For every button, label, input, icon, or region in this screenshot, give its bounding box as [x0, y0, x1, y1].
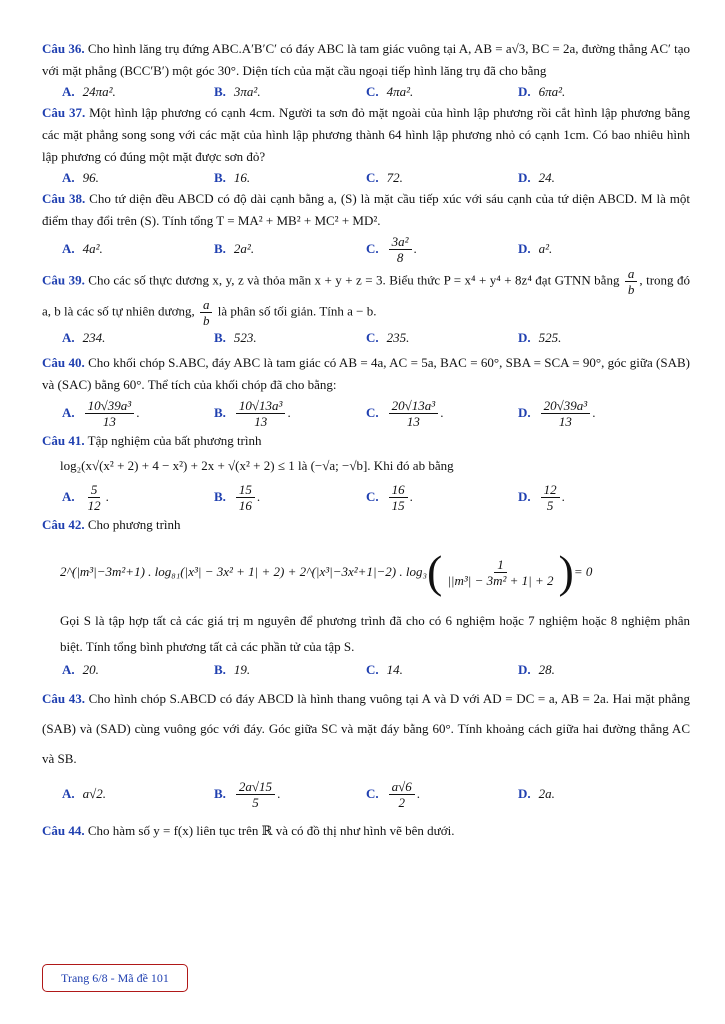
question-text: Cho hình lăng trụ đứng ABC.A′B′C′ có đáy ABC là tam giác vuông tại A, AB = a√3, BC = 2a, đường thẳng AC′ tạo với mặt phẳng (BCC′B′) một góc 30°. Diện tích của mặt cầu ngoại tiếp hình lăng trụ đã cho bằng [42, 41, 691, 78]
option-label: B. [214, 662, 226, 677]
option-value: 24. [538, 170, 555, 185]
question-38 [42, 188, 690, 232]
fraction-a-over-b: $\frac{a}{b}$ [625, 266, 638, 297]
option-label: D. [518, 84, 531, 99]
option-label: D. [518, 489, 531, 504]
exam-page [42, 38, 690, 842]
question-number: Câu 40. [42, 355, 85, 370]
option-d [498, 241, 650, 257]
option-d [498, 170, 650, 186]
option-c: C. $\frac{\text{20√13a³}}{13}$ . [366, 397, 444, 429]
option-value: a². [538, 241, 553, 256]
option-label: D. [518, 405, 531, 420]
option-value: 2a. [538, 786, 555, 801]
option-fraction: $\frac{\text{20√13a³}}{13}$ [389, 398, 439, 429]
page-footer: Trang 6/8 - Mã đề 101 [42, 964, 188, 992]
option-label: B. [214, 170, 226, 185]
option-fraction: $\frac{\text{20√39a³}}{13}$ [541, 398, 591, 429]
option-value: 523. [233, 330, 257, 345]
question-43 [42, 684, 690, 774]
option-label: D. [518, 330, 531, 345]
option-value: 525. [538, 330, 562, 345]
option-c [346, 170, 498, 186]
option-label: D. [518, 786, 531, 801]
question-number: Câu 43. [42, 691, 86, 706]
question-text: Cho tứ diện đều ABCD có độ dài cạnh bằng a, (S) là mặt cầu tiếp xúc với sáu cạnh của tứ diện ABCD. M là một điểm thay đổi trên (S). Tính tổng T = MA² + MB² + MC² + MD². [42, 191, 690, 228]
option-label: C. [366, 662, 379, 677]
option-a [42, 84, 194, 100]
option-d: D. $\frac{12}{5}$ . [518, 481, 565, 513]
options-row [42, 328, 690, 348]
question-number: Câu 41. [42, 433, 85, 448]
option-value: 2a². [233, 241, 255, 256]
option-b: B. $\frac{15}{16}$ . [214, 481, 261, 513]
option-a [42, 170, 194, 186]
equation: 2^(|m³|−3m²+1) . log₈₁(|x³| − 3x² + 1| + 2) + 2^(|x³|−3x²+1|−2) . log₃ ( $\frac{1}{\text{||m³| − 3m² + 1| + 2}}$ ) = 0 [60, 546, 593, 597]
option-b [194, 84, 346, 100]
options-row [42, 480, 690, 514]
question-number: Câu 38. [42, 191, 86, 206]
option-fraction: $\frac{5}{12}$ [87, 481, 101, 513]
question-44 [42, 820, 690, 842]
option-value: 14. [386, 662, 403, 677]
question-number: Câu 42. [42, 517, 85, 532]
option-label: A. [62, 786, 75, 801]
option-c [346, 84, 498, 100]
option-label: C. [366, 170, 379, 185]
question-number: Câu 36. [42, 41, 85, 56]
option-fraction: $\frac{12}{5}$ [541, 482, 560, 513]
question-text: Cho khối chóp S.ABC, đáy ABC là tam giác có AB = 4a, AC = 5a, BAC = 60°, SBA = SCA = 90°, góc giữa (SAB) và (SAC) bằng 60°. Thể tích của khối chóp đã cho bằng: [42, 355, 691, 392]
option-d [498, 330, 650, 346]
option-value: 20. [82, 662, 99, 677]
option-value: 6πa². [538, 84, 566, 99]
option-d [498, 786, 650, 802]
option-label: B. [214, 330, 226, 345]
question-text: Tập nghiệm của bất phương trình [87, 433, 262, 448]
option-value: 4a². [82, 241, 103, 256]
equation-fraction: $\frac{1}{\text{||m³| − 3m² + 1| + 2}}$ [447, 556, 554, 588]
option-fraction: $\frac{16}{15}$ [389, 482, 408, 513]
option-b: B. $\frac{\text{10√13a³}}{13}$ . [214, 397, 291, 429]
option-label: B. [214, 405, 226, 420]
option-label: A. [62, 170, 75, 185]
option-label: B. [214, 489, 226, 504]
question-text: Cho hình chóp S.ABCD có đáy ABCD là hình thang vuông tại A và D với AD = DC = a, AB = 2a. Hai mặt phẳng (SAB) và (SAD) cùng vuông góc với đáy. Góc giữa SC và mặt đáy bằng 60°. Tính khoảng cách giữa hai đường thẳng AC và SB. [42, 691, 691, 766]
option-label: A. [62, 84, 75, 99]
option-value: 24πa². [82, 84, 116, 99]
options-row [42, 232, 690, 266]
question-text: Cho hàm số y = f(x) liên tục trên ℝ và có đồ thị như hình vẽ bên dưới. [87, 823, 455, 838]
option-label: D. [518, 170, 531, 185]
option-fraction: $\frac{\text{10√13a³}}{13}$ [236, 398, 286, 429]
option-value: 4πa². [386, 84, 414, 99]
option-c [346, 330, 498, 346]
option-fraction: $\frac{15}{16}$ [236, 482, 255, 513]
option-label: B. [214, 84, 226, 99]
option-label: A. [62, 241, 75, 256]
option-a [42, 662, 194, 678]
options-row [42, 660, 690, 680]
options-row [42, 396, 690, 430]
option-a [42, 786, 194, 802]
option-label: A. [62, 662, 75, 677]
option-value: 16. [233, 170, 251, 185]
option-value: a√2. [82, 786, 107, 801]
option-label: C. [366, 786, 379, 801]
option-value: 28. [538, 662, 555, 677]
option-fraction: $\frac{\text{3a²}}{8}$ [389, 234, 412, 265]
option-label: D. [518, 241, 531, 256]
option-value: 234. [82, 330, 106, 345]
options-row [42, 774, 690, 814]
question-39 [42, 266, 690, 328]
question-text: Một hình lập phương có cạnh 4cm. Người ta sơn đỏ mặt ngoài của hình lập phương rồi cắt hình lập phương bằng các mặt phẳng song song với các mặt của hình lập phương thành 64 hình lập phương nhỏ có cạnh 1cm. Có bao nhiêu hình lập phương có đúng một mặt được sơn đỏ? [42, 105, 690, 164]
option-label: C. [366, 241, 379, 256]
option-b [194, 662, 346, 678]
option-a: A. $\frac{5}{12}$ . [62, 481, 109, 513]
question-text-2: Gọi S là tập hợp tất cả các giá trị m nguyên để phương trình đã cho có 6 nghiệm hoặc 7 nghiệm hoặc 8 nghiệm phân biệt. Tính tổng bình phương tất cả các phần tử của tập S. [60, 613, 690, 654]
option-d [498, 662, 650, 678]
option-b [194, 170, 346, 186]
question-text: Cho các số thực dương x, y, z và thỏa mãn x + y + z = 3. Biểu thức P = x⁴ + y⁴ + 8z⁴ đạt GTNN bằng [88, 272, 620, 288]
options-row [42, 168, 690, 188]
question-number: Câu 37. [42, 105, 86, 120]
options-row [42, 82, 690, 102]
option-value: 96. [82, 170, 99, 185]
option-label: C. [366, 330, 379, 345]
option-d [498, 84, 650, 100]
question-number: Câu 39. [42, 272, 85, 288]
question-37 [42, 102, 690, 168]
option-fraction: $\frac{2a√15}{5}$ [236, 779, 275, 810]
option-b: B. $\frac{2a√15}{5}$ . [214, 778, 281, 810]
option-a [42, 330, 194, 346]
option-value: 235. [386, 330, 410, 345]
option-label: A. [62, 489, 75, 504]
inequality: log₂(x√(x² + 2) + 4 − x²) + 2x + √(x² + 2) ≤ 1 là (−√a; −√b]. Khi đó ab bằng [60, 458, 454, 473]
option-b [194, 241, 346, 257]
option-label: A. [62, 405, 75, 420]
option-c: C. $\frac{16}{15}$ . [366, 481, 413, 513]
question-text-3: là phân số tối giản. Tính a − b. [217, 303, 377, 319]
question-36 [42, 38, 690, 82]
option-c [346, 662, 498, 678]
question-42 [42, 514, 690, 536]
option-fraction: $\frac{\text{10√39a³}}{13}$ [85, 398, 135, 429]
option-value: 3πa². [233, 84, 261, 99]
option-label: C. [366, 84, 379, 99]
question-text: Cho phương trình [87, 517, 181, 532]
option-a: A. $\frac{\text{10√39a³}}{13}$ . [62, 397, 140, 429]
question-text-2: , trong đó a, b là các số tự nhiên dương, [42, 272, 691, 319]
equation-left: 2^(|m³|−3m²+1) . log₈₁(|x³| − 3x² + 1| + 2) + 2^(|x³|−3x²+1|−2) . log₃ [60, 564, 428, 579]
option-value: 19. [233, 662, 251, 677]
option-label: A. [62, 330, 75, 345]
option-label: D. [518, 662, 531, 677]
equation-right: = 0 [573, 564, 593, 579]
option-d: D. $\frac{\text{20√39a³}}{13}$ . [518, 397, 596, 429]
option-label: C. [366, 405, 379, 420]
option-label: C. [366, 489, 379, 504]
option-label: B. [214, 786, 226, 801]
option-c: C. $\frac{a√6}{2}$ . [366, 778, 421, 810]
option-fraction: $\frac{a√6}{2}$ [389, 779, 415, 810]
option-c: C. $\frac{\text{3a²}}{8}$ . [366, 233, 417, 265]
option-value: 72. [386, 170, 403, 185]
fraction-a-over-b: $\frac{a}{b}$ [200, 297, 213, 328]
option-a [42, 241, 194, 257]
option-b [194, 330, 346, 346]
question-number: Câu 44. [42, 823, 85, 838]
option-label: B. [214, 241, 226, 256]
question-40 [42, 352, 690, 396]
question-41 [42, 430, 690, 452]
